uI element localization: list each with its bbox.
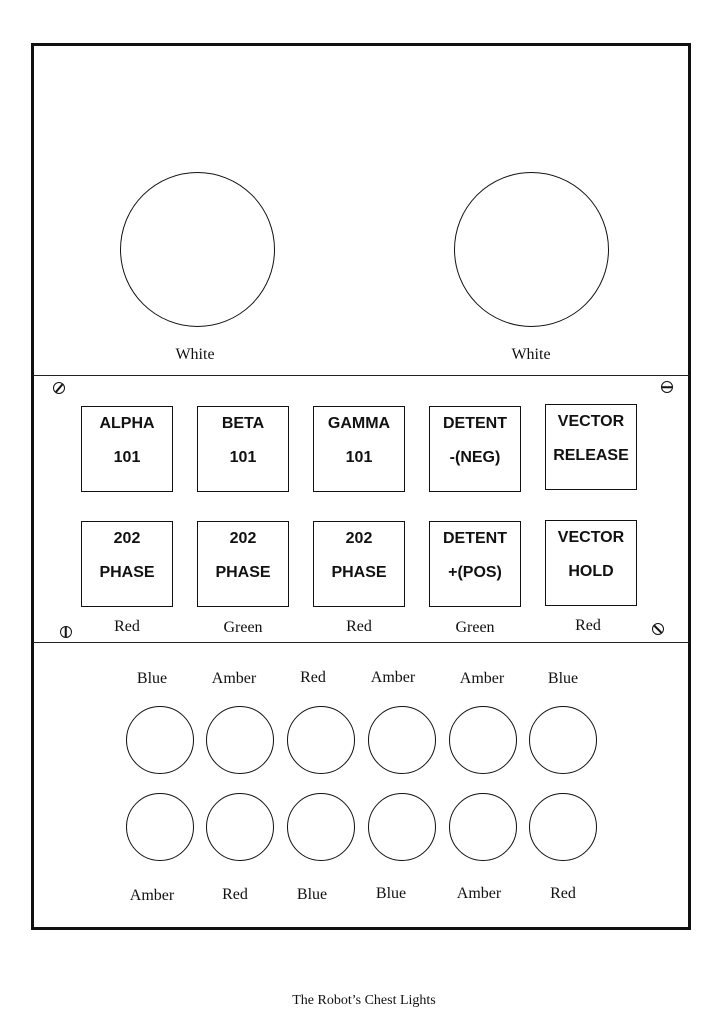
button-line2: PHASE — [331, 564, 387, 581]
small-light-r1-5 — [449, 706, 517, 774]
phase-202-button-2[interactable] — [197, 521, 289, 607]
large-light-left — [120, 172, 275, 327]
button-line1: VECTOR — [557, 529, 625, 546]
button-line2: -(NEG) — [449, 449, 501, 466]
detent-pos-button[interactable] — [429, 521, 521, 607]
button-line1: ALPHA — [99, 415, 155, 432]
button-line1: GAMMA — [327, 415, 391, 432]
small-light-r1-1 — [126, 706, 194, 774]
button-line1: 202 — [113, 530, 141, 547]
button-color-label: Red — [346, 618, 372, 635]
button-line1: 202 — [345, 530, 373, 547]
small-light-r2-1 — [126, 793, 194, 861]
small-light-label: Blue — [136, 670, 168, 687]
button-line2: RELEASE — [553, 447, 629, 464]
phase-202-button-1[interactable] — [81, 521, 173, 607]
button-line1: VECTOR — [557, 413, 625, 430]
small-light-r2-2 — [206, 793, 274, 861]
button-line1: BETA — [221, 415, 265, 432]
small-light-label: Amber — [459, 670, 505, 687]
small-light-r1-6 — [529, 706, 597, 774]
small-light-r1-2 — [206, 706, 274, 774]
screw-bottom-right-icon — [652, 623, 664, 635]
button-line2: 101 — [113, 449, 141, 466]
button-line2: HOLD — [568, 563, 614, 580]
small-light-label: Red — [300, 669, 326, 686]
button-line2: PHASE — [99, 564, 155, 581]
small-light-r1-3 — [287, 706, 355, 774]
button-line1: 202 — [229, 530, 257, 547]
small-light-label: Amber — [456, 885, 502, 902]
button-color-label: Green — [455, 619, 495, 636]
gamma-101-button[interactable] — [313, 406, 405, 492]
small-light-label: Blue — [547, 670, 579, 687]
alpha-101-button[interactable] — [81, 406, 173, 492]
small-light-label: Amber — [211, 670, 257, 687]
button-line1: DETENT — [443, 415, 507, 432]
small-light-label: Red — [550, 885, 576, 902]
large-light-left-label: White — [175, 346, 215, 363]
vector-hold-button[interactable] — [545, 520, 637, 606]
button-color-label: Red — [114, 618, 140, 635]
small-light-r2-6 — [529, 793, 597, 861]
button-color-label: Green — [223, 619, 263, 636]
button-line2: 101 — [229, 449, 257, 466]
small-light-label: Blue — [375, 885, 407, 902]
button-color-label: Red — [575, 617, 601, 634]
large-light-right-label: White — [511, 346, 551, 363]
detent-neg-button[interactable] — [429, 406, 521, 492]
small-light-r2-5 — [449, 793, 517, 861]
small-light-label: Amber — [370, 669, 416, 686]
button-line1: DETENT — [443, 530, 507, 547]
small-light-label: Blue — [296, 886, 328, 903]
small-light-label: Amber — [129, 887, 175, 904]
panel-divider-upper — [33, 375, 689, 376]
screw-top-right-icon — [661, 381, 673, 393]
button-line2: PHASE — [215, 564, 271, 581]
panel-divider-lower — [33, 642, 689, 643]
small-light-label: Red — [222, 886, 248, 903]
small-light-r1-4 — [368, 706, 436, 774]
figure-caption: The Robot’s Chest Lights — [292, 993, 436, 1008]
button-line2: 101 — [345, 449, 373, 466]
small-light-r2-4 — [368, 793, 436, 861]
small-light-r2-3 — [287, 793, 355, 861]
vector-release-button[interactable] — [545, 404, 637, 490]
button-line2: +(POS) — [448, 564, 502, 581]
large-light-right — [454, 172, 609, 327]
phase-202-button-3[interactable] — [313, 521, 405, 607]
screw-top-left-icon — [53, 382, 65, 394]
beta-101-button[interactable] — [197, 406, 289, 492]
